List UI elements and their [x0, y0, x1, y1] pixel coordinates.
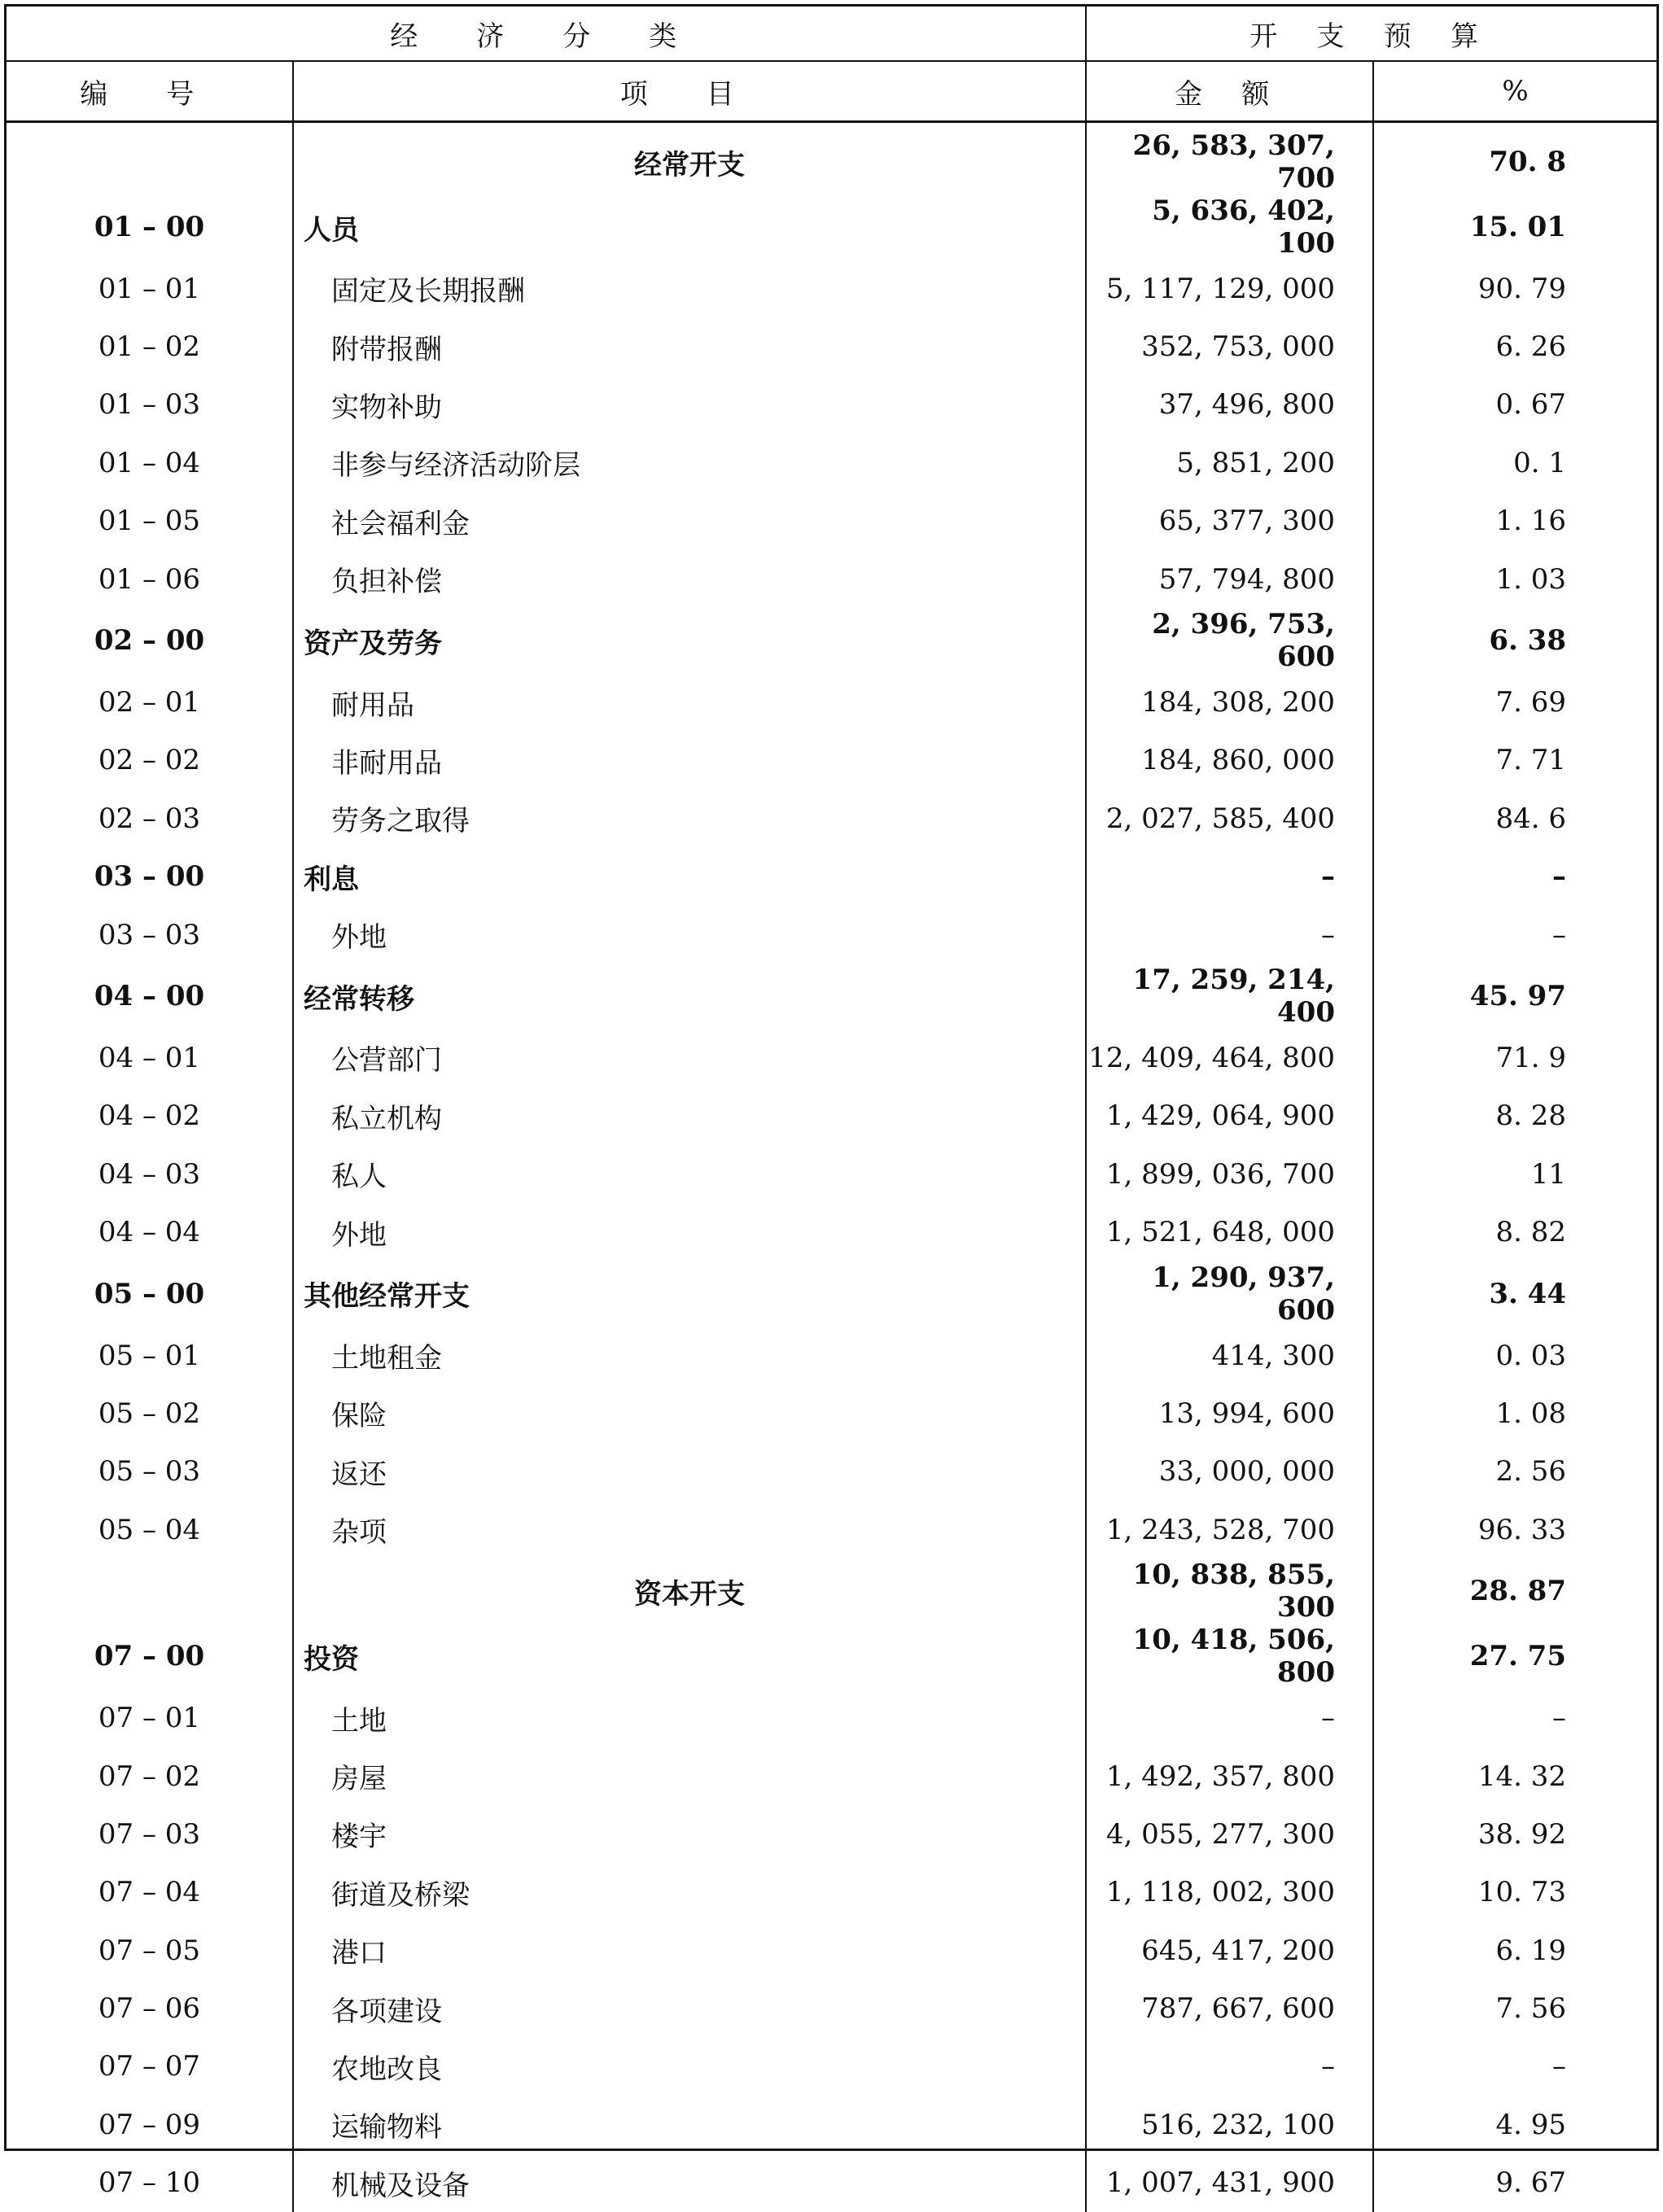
group-row — [7, 195, 1656, 260]
row-amount: 2, 027, 585, 400 — [1086, 789, 1373, 847]
row-code: 07 – 06 — [7, 1979, 293, 2037]
row-amount: 5, 636, 402, 100 — [1086, 195, 1373, 260]
row-code — [7, 1558, 293, 1624]
row-item: 农地改良 — [293, 2038, 1086, 2096]
table-row — [7, 732, 1656, 789]
table-row — [7, 1979, 1656, 2037]
row-item: 公营部门 — [293, 1029, 1086, 1086]
row-amount: 10, 838, 855, 300 — [1086, 1558, 1373, 1624]
table-row — [7, 906, 1656, 964]
row-code: 03 – 03 — [7, 906, 293, 964]
row-item: 经常转移 — [293, 964, 1086, 1029]
row-amount: – — [1086, 848, 1373, 906]
row-percent: 7. 71 — [1373, 732, 1656, 789]
row-code: 04 – 00 — [7, 964, 293, 1029]
row-amount: 1, 899, 036, 700 — [1086, 1145, 1373, 1203]
row-amount: – — [1086, 906, 1373, 964]
row-code: 01 – 02 — [7, 317, 293, 375]
row-percent: 6. 26 — [1373, 317, 1656, 375]
row-code: 05 – 04 — [7, 1501, 293, 1558]
row-percent: 15. 01 — [1373, 195, 1656, 260]
row-item: 附带报酬 — [293, 317, 1086, 375]
row-percent: 38. 92 — [1373, 1805, 1656, 1863]
row-code: 04 – 04 — [7, 1203, 293, 1261]
row-code: 02 – 02 — [7, 732, 293, 789]
header-budget: 开 支 预 算 — [1086, 7, 1656, 61]
row-item: 私立机构 — [293, 1087, 1086, 1145]
table-row — [7, 1921, 1656, 1979]
table-row — [7, 789, 1656, 847]
group-row — [7, 608, 1656, 673]
row-code: 05 – 00 — [7, 1261, 293, 1327]
row-code: 01 – 05 — [7, 492, 293, 550]
row-amount: 12, 409, 464, 800 — [1086, 1029, 1373, 1086]
row-amount: – — [1086, 2038, 1373, 2096]
row-percent: 45. 97 — [1373, 964, 1656, 1029]
row-item: 非耐用品 — [293, 732, 1086, 789]
row-amount: – — [1086, 1689, 1373, 1746]
table-row — [7, 1689, 1656, 1746]
row-percent: 71. 9 — [1373, 1029, 1656, 1086]
row-amount: 1, 118, 002, 300 — [1086, 1864, 1373, 1921]
row-percent: 1. 03 — [1373, 550, 1656, 608]
row-percent: 28. 87 — [1373, 1558, 1656, 1624]
group-row — [7, 848, 1656, 906]
row-amount: 1, 492, 357, 800 — [1086, 1747, 1373, 1805]
row-item: 土地租金 — [293, 1327, 1086, 1384]
row-code: 02 – 03 — [7, 789, 293, 847]
row-amount: 787, 667, 600 — [1086, 1979, 1373, 2037]
row-amount: 65, 377, 300 — [1086, 492, 1373, 550]
row-amount: 645, 417, 200 — [1086, 1921, 1373, 1979]
row-percent: 14. 32 — [1373, 1747, 1656, 1805]
row-code: 03 – 00 — [7, 848, 293, 906]
row-amount: 57, 794, 800 — [1086, 550, 1373, 608]
row-code: 07 – 10 — [7, 2154, 293, 2212]
table-row — [7, 492, 1656, 550]
row-item: 社会福利金 — [293, 492, 1086, 550]
row-item: 经常开支 — [293, 122, 1086, 195]
row-amount: 26, 583, 307, 700 — [1086, 122, 1373, 195]
row-code: 02 – 00 — [7, 608, 293, 673]
table-row — [7, 260, 1656, 317]
row-code: 01 – 06 — [7, 550, 293, 608]
row-code: 07 – 04 — [7, 1864, 293, 1921]
header-amount: 金 额 — [1086, 61, 1373, 122]
row-code: 07 – 07 — [7, 2038, 293, 2096]
row-percent: 0. 03 — [1373, 1327, 1656, 1384]
row-item: 利息 — [293, 848, 1086, 906]
table-row — [7, 2154, 1656, 2212]
row-code: 07 – 01 — [7, 1689, 293, 1746]
row-amount: 516, 232, 100 — [1086, 2096, 1373, 2153]
row-percent: 96. 33 — [1373, 1501, 1656, 1558]
row-percent: 1. 16 — [1373, 492, 1656, 550]
row-code: 07 – 02 — [7, 1747, 293, 1805]
row-percent: – — [1373, 2038, 1656, 2096]
table-row — [7, 376, 1656, 434]
row-item: 保险 — [293, 1384, 1086, 1442]
table-row — [7, 1864, 1656, 1921]
row-code: 05 – 03 — [7, 1443, 293, 1501]
row-percent: 10. 73 — [1373, 1864, 1656, 1921]
row-amount: 10, 418, 506, 800 — [1086, 1624, 1373, 1689]
table-row — [7, 1805, 1656, 1863]
row-percent: 0. 1 — [1373, 434, 1656, 492]
table-row — [7, 434, 1656, 492]
row-item: 港口 — [293, 1921, 1086, 1979]
row-amount: 414, 300 — [1086, 1327, 1373, 1384]
row-item: 投资 — [293, 1624, 1086, 1689]
row-item: 固定及长期报酬 — [293, 260, 1086, 317]
row-percent: 11 — [1373, 1145, 1656, 1203]
row-percent: 70. 8 — [1373, 122, 1656, 195]
table-row — [7, 1384, 1656, 1442]
table-body — [7, 122, 1656, 2212]
row-amount: 13, 994, 600 — [1086, 1384, 1373, 1442]
row-item: 资本开支 — [293, 1558, 1086, 1624]
row-percent: 6. 19 — [1373, 1921, 1656, 1979]
header-code: 编 号 — [7, 61, 293, 122]
row-percent: 7. 69 — [1373, 673, 1656, 731]
section-row — [7, 122, 1656, 195]
table-row — [7, 2096, 1656, 2153]
row-item: 土地 — [293, 1689, 1086, 1746]
table-row — [7, 1501, 1656, 1558]
row-item: 各项建设 — [293, 1979, 1086, 2037]
row-code: 01 – 00 — [7, 195, 293, 260]
row-item: 外地 — [293, 1203, 1086, 1261]
table-row — [7, 2038, 1656, 2096]
table-row — [7, 1087, 1656, 1145]
header-item: 项 目 — [293, 61, 1086, 122]
header-econ-class: 经 济 分 类 — [7, 7, 1086, 61]
row-amount: 1, 429, 064, 900 — [1086, 1087, 1373, 1145]
row-amount: 1, 243, 528, 700 — [1086, 1501, 1373, 1558]
row-percent: 8. 28 — [1373, 1087, 1656, 1145]
row-item: 实物补助 — [293, 376, 1086, 434]
group-row — [7, 964, 1656, 1029]
row-item: 负担补偿 — [293, 550, 1086, 608]
row-item: 楼宇 — [293, 1805, 1086, 1863]
row-item: 返还 — [293, 1443, 1086, 1501]
row-item: 人员 — [293, 195, 1086, 260]
table-row — [7, 1747, 1656, 1805]
row-amount: 184, 860, 000 — [1086, 732, 1373, 789]
row-item: 房屋 — [293, 1747, 1086, 1805]
row-amount: 1, 521, 648, 000 — [1086, 1203, 1373, 1261]
row-item: 街道及桥梁 — [293, 1864, 1086, 1921]
row-amount: 37, 496, 800 — [1086, 376, 1373, 434]
table-row — [7, 1203, 1656, 1261]
row-code: 07 – 05 — [7, 1921, 293, 1979]
table-row — [7, 317, 1656, 375]
row-amount: 1, 007, 431, 900 — [1086, 2154, 1373, 2212]
row-code: 07 – 03 — [7, 1805, 293, 1863]
row-percent: 90. 79 — [1373, 260, 1656, 317]
row-percent: 6. 38 — [1373, 608, 1656, 673]
row-code: 05 – 02 — [7, 1384, 293, 1442]
row-code: 01 – 04 — [7, 434, 293, 492]
row-item: 其他经常开支 — [293, 1261, 1086, 1327]
row-item: 外地 — [293, 906, 1086, 964]
row-amount: 17, 259, 214, 400 — [1086, 964, 1373, 1029]
row-item: 杂项 — [293, 1501, 1086, 1558]
row-item: 非参与经济活动阶层 — [293, 434, 1086, 492]
row-item: 资产及劳务 — [293, 608, 1086, 673]
budget-table-frame — [4, 4, 1659, 2202]
table-header — [7, 7, 1656, 122]
row-item: 劳务之取得 — [293, 789, 1086, 847]
row-amount: 184, 308, 200 — [1086, 673, 1373, 731]
row-code: 01 – 03 — [7, 376, 293, 434]
row-amount: 2, 396, 753, 600 — [1086, 608, 1373, 673]
row-percent: 2. 56 — [1373, 1443, 1656, 1501]
row-code: 01 – 01 — [7, 260, 293, 317]
budget-table — [7, 7, 1656, 2212]
row-code: 07 – 09 — [7, 2096, 293, 2153]
row-percent: 1. 08 — [1373, 1384, 1656, 1442]
row-code: 07 – 00 — [7, 1624, 293, 1689]
table-row — [7, 673, 1656, 731]
table-row — [7, 1443, 1656, 1501]
row-percent: 84. 6 — [1373, 789, 1656, 847]
row-percent: – — [1373, 906, 1656, 964]
row-item: 机械及设备 — [293, 2154, 1086, 2212]
row-percent: 8. 82 — [1373, 1203, 1656, 1261]
table-row — [7, 1327, 1656, 1384]
row-amount: 33, 000, 000 — [1086, 1443, 1373, 1501]
header-percent: % — [1373, 61, 1656, 122]
row-code: 05 – 01 — [7, 1327, 293, 1384]
section-row — [7, 1558, 1656, 1624]
table-row — [7, 1029, 1656, 1086]
row-percent: – — [1373, 1689, 1656, 1746]
table-row — [7, 550, 1656, 608]
group-row — [7, 1261, 1656, 1327]
row-percent: 27. 75 — [1373, 1624, 1656, 1689]
row-percent: 4. 95 — [1373, 2096, 1656, 2153]
row-percent: 0. 67 — [1373, 376, 1656, 434]
row-code: 04 – 01 — [7, 1029, 293, 1086]
row-amount: 5, 117, 129, 000 — [1086, 260, 1373, 317]
row-item: 运输物料 — [293, 2096, 1086, 2153]
row-code: 04 – 03 — [7, 1145, 293, 1203]
row-percent: 7. 56 — [1373, 1979, 1656, 2037]
row-percent: 9. 67 — [1373, 2154, 1656, 2212]
row-amount: 4, 055, 277, 300 — [1086, 1805, 1373, 1863]
row-amount: 1, 290, 937, 600 — [1086, 1261, 1373, 1327]
table-row — [7, 1145, 1656, 1203]
row-item: 耐用品 — [293, 673, 1086, 731]
row-code: 04 – 02 — [7, 1087, 293, 1145]
row-amount: 352, 753, 000 — [1086, 317, 1373, 375]
row-item: 私人 — [293, 1145, 1086, 1203]
row-code — [7, 122, 293, 195]
row-percent: 3. 44 — [1373, 1261, 1656, 1327]
group-row — [7, 1624, 1656, 1689]
row-code: 02 – 01 — [7, 673, 293, 731]
row-amount: 5, 851, 200 — [1086, 434, 1373, 492]
row-percent: – — [1373, 848, 1656, 906]
